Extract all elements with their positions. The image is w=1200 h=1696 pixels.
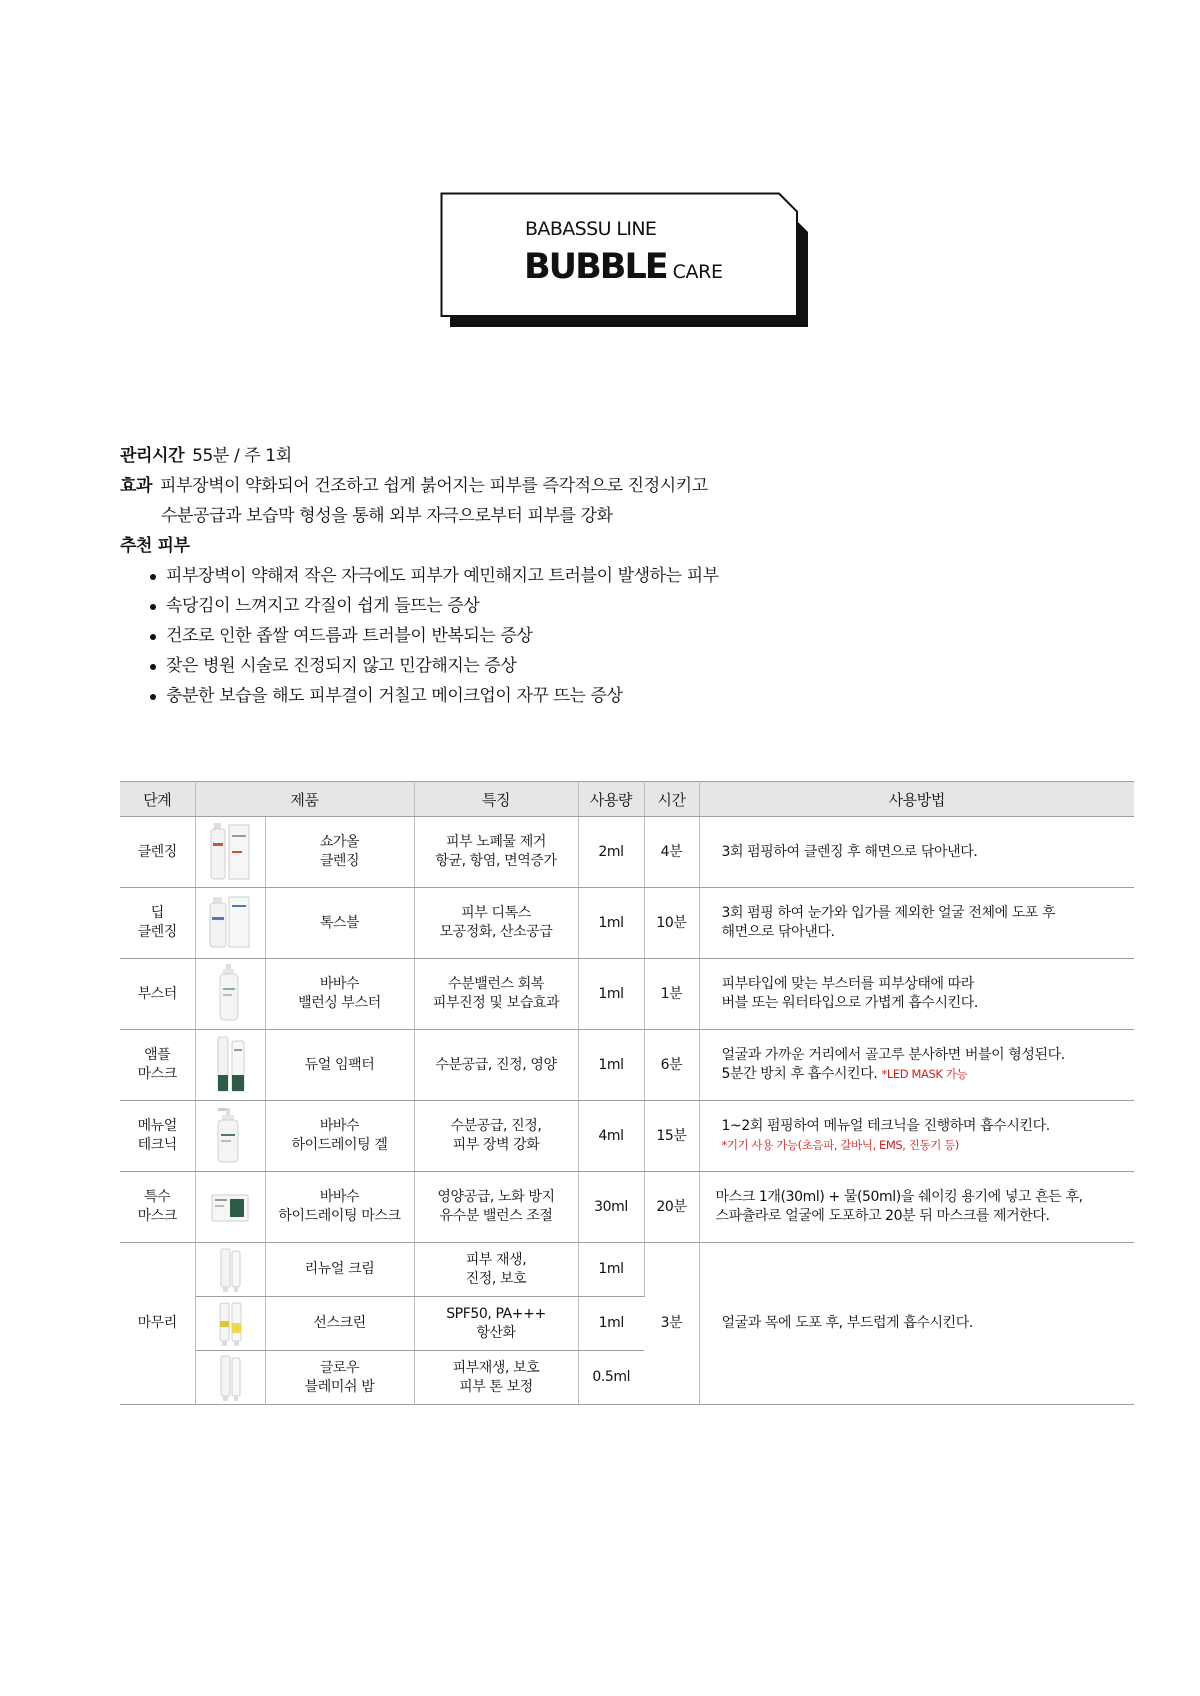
- table-row: [120, 817, 1134, 888]
- product-thumb-cell: [195, 888, 265, 959]
- step-cell: 마무리: [120, 1243, 195, 1405]
- title-card: [440, 192, 808, 327]
- device-note: *기기 사용 가능(초음파, 갈바닉, EMS, 진동기 등): [721, 1138, 959, 1152]
- step-cell: 딥 클렌징: [120, 888, 195, 959]
- balm-tube-icon: [213, 1354, 247, 1402]
- header-time: 시간: [644, 782, 699, 817]
- product-thumb-cell: [195, 1030, 265, 1101]
- recommend-item: 건조로 인한 좁쌀 여드름과 트러블이 반복되는 증상: [120, 621, 1080, 651]
- product-name-cell: 글로우 블레미쉬 밤: [265, 1351, 414, 1405]
- amount-cell: 1ml: [578, 959, 644, 1030]
- title-main: [524, 247, 723, 287]
- time-value: 55분 / 주 1회: [192, 446, 292, 466]
- feature-cell: SPF50, PA+++ 항산화: [414, 1297, 578, 1351]
- header-product: 제품: [195, 782, 414, 817]
- care-table: [120, 781, 1134, 1405]
- method-cell: 얼굴과 가까운 거리에서 골고루 분사하면 버블이 형성된다. 5분간 방치 후 흡수시킨다. *LED MASK 가능: [699, 1030, 1134, 1101]
- table-header-row: [120, 782, 1134, 817]
- product-thumb-cell: [195, 817, 265, 888]
- recommend-row: [120, 531, 1080, 561]
- step-cell: 부스터: [120, 959, 195, 1030]
- gel-pump-bottle-icon: [213, 1106, 247, 1166]
- info-block: [120, 441, 1080, 711]
- effect-label: 효과: [120, 476, 153, 496]
- recommend-list: [120, 561, 1080, 711]
- amount-cell: 1ml: [578, 1297, 644, 1351]
- time-cell: 20분: [644, 1172, 699, 1243]
- table-row: [120, 1172, 1134, 1243]
- method-cell: 얼굴과 목에 도포 후, 부드럽게 흡수시킨다.: [699, 1243, 1134, 1405]
- recommend-label: 추천 피부: [120, 536, 190, 556]
- method-cell: 3회 펌핑하여 클렌징 후 해면으로 닦아낸다.: [699, 817, 1134, 888]
- method-cell: 피부타입에 맞는 부스터를 피부상태에 따라 버블 또는 워터타입으로 가볍게 흡수시킨다.: [699, 959, 1134, 1030]
- product-thumb-cell: [195, 1297, 265, 1351]
- amount-cell: 1ml: [578, 1243, 644, 1297]
- method-cell: 3회 펌핑 하여 눈가와 입가를 제외한 얼굴 전체에 도포 후 해면으로 닦아낸다.: [699, 888, 1134, 959]
- bullet-icon: [150, 574, 156, 580]
- header-feature: 특징: [414, 782, 578, 817]
- header-amount: 사용량: [578, 782, 644, 817]
- feature-cell: 피부재생, 보호 피부 톤 보정: [414, 1351, 578, 1405]
- feature-cell: 수분공급, 진정, 영양: [414, 1030, 578, 1101]
- title-main-text: BUBBLE: [524, 247, 667, 287]
- product-name-cell: 선스크린: [265, 1297, 414, 1351]
- bullet-icon: [150, 634, 156, 640]
- time-row: [120, 441, 1080, 471]
- product-name-cell: 리뉴얼 크림: [265, 1243, 414, 1297]
- time-cell: 15분: [644, 1101, 699, 1172]
- time-cell: 3분: [644, 1243, 699, 1405]
- feature-cell: 수분공급, 진정, 피부 장벽 강화: [414, 1101, 578, 1172]
- table-row: [120, 1243, 1134, 1297]
- product-name-cell: 듀얼 임팩터: [265, 1030, 414, 1101]
- effect-row: [120, 471, 1080, 501]
- mask-kit-icon: [208, 1187, 252, 1227]
- recommend-item: 피부장벽이 약해져 작은 자극에도 피부가 예민해지고 트러블이 발생하는 피부: [120, 561, 1080, 591]
- sunscreen-tube-icon: [213, 1301, 247, 1347]
- dual-bottle-icon: [210, 1035, 250, 1095]
- amount-cell: 1ml: [578, 1030, 644, 1101]
- feature-cell: 수분밸런스 회복 피부진정 및 보습효과: [414, 959, 578, 1030]
- time-cell: 10분: [644, 888, 699, 959]
- amount-cell: 4ml: [578, 1101, 644, 1172]
- effect-line-1: 피부장벽이 약화되어 건조하고 쉽게 붉어지는 피부를 즉각적으로 진정시키고: [160, 476, 708, 496]
- header-method: 사용방법: [699, 782, 1134, 817]
- table-row: [120, 1030, 1134, 1101]
- time-cell: 1분: [644, 959, 699, 1030]
- title-line: BABASSU LINE: [525, 218, 657, 240]
- feature-cell: 피부 재생, 진정, 보호: [414, 1243, 578, 1297]
- recommend-item: 충분한 보습을 해도 피부결이 거칠고 메이크업이 자꾸 뜨는 증상: [120, 681, 1080, 711]
- time-label: 관리시간: [120, 446, 185, 466]
- bottle-and-box-icon: [205, 895, 255, 951]
- step-cell: 클렌징: [120, 817, 195, 888]
- amount-cell: 30ml: [578, 1172, 644, 1243]
- bullet-icon: [150, 694, 156, 700]
- product-thumb-cell: [195, 959, 265, 1030]
- effect-row-2: [120, 501, 1080, 531]
- recommend-item: 잦은 병원 시술로 진정되지 않고 민감해지는 증상: [120, 651, 1080, 681]
- product-name-cell: 바바수 하이드레이팅 겔: [265, 1101, 414, 1172]
- amount-cell: 1ml: [578, 888, 644, 959]
- product-thumb-cell: [195, 1101, 265, 1172]
- step-cell: 메뉴얼 테크닉: [120, 1101, 195, 1172]
- bullet-icon: [150, 604, 156, 610]
- step-cell: 앰플 마스크: [120, 1030, 195, 1101]
- product-thumb-cell: [195, 1243, 265, 1297]
- amount-cell: 0.5ml: [578, 1351, 644, 1405]
- led-mask-note: *LED MASK 가능: [881, 1067, 968, 1081]
- step-cell: 특수 마스크: [120, 1172, 195, 1243]
- method-cell: 마스크 1개(30ml) + 물(50ml)을 쉐이킹 용기에 넣고 흔든 후, 스파츌라로 얼굴에 도포하고 20분 뒤 마스크를 제거한다.: [699, 1172, 1134, 1243]
- recommend-item: 속당김이 느껴지고 각질이 쉽게 들뜨는 증상: [120, 591, 1080, 621]
- table-row: [120, 1101, 1134, 1172]
- time-cell: 6분: [644, 1030, 699, 1101]
- table-row: [120, 888, 1134, 959]
- bullet-icon: [150, 664, 156, 670]
- product-name-cell: 톡스블: [265, 888, 414, 959]
- method-cell: 1~2회 펌핑하여 메뉴얼 테크닉을 진행하며 흡수시킨다. *기기 사용 가능(초음파, 갈바닉, EMS, 진동기 등): [699, 1101, 1134, 1172]
- product-thumb-cell: [195, 1172, 265, 1243]
- product-name-cell: 바바수 밸런싱 부스터: [265, 959, 414, 1030]
- title-sub-text: CARE: [672, 261, 723, 283]
- feature-cell: 피부 노폐물 제거 항균, 항염, 면역증가: [414, 817, 578, 888]
- product-name-cell: 쇼가올 클렌징: [265, 817, 414, 888]
- pump-bottle-icon: [215, 964, 245, 1024]
- header-step: 단계: [120, 782, 195, 817]
- effect-line-2: 수분공급과 보습막 형성을 통해 외부 자극으로부터 피부를 강화: [161, 506, 613, 526]
- table-row: [120, 959, 1134, 1030]
- feature-cell: 피부 디톡스 모공정화, 산소공급: [414, 888, 578, 959]
- product-thumb-cell: [195, 1351, 265, 1405]
- feature-cell: 영양공급, 노화 방지 유수분 밸런스 조절: [414, 1172, 578, 1243]
- cream-tube-icon: [213, 1247, 247, 1293]
- pump-bottle-and-box-icon: [205, 821, 255, 883]
- product-name-cell: 바바수 하이드레이팅 마스크: [265, 1172, 414, 1243]
- amount-cell: 2ml: [578, 817, 644, 888]
- time-cell: 4분: [644, 817, 699, 888]
